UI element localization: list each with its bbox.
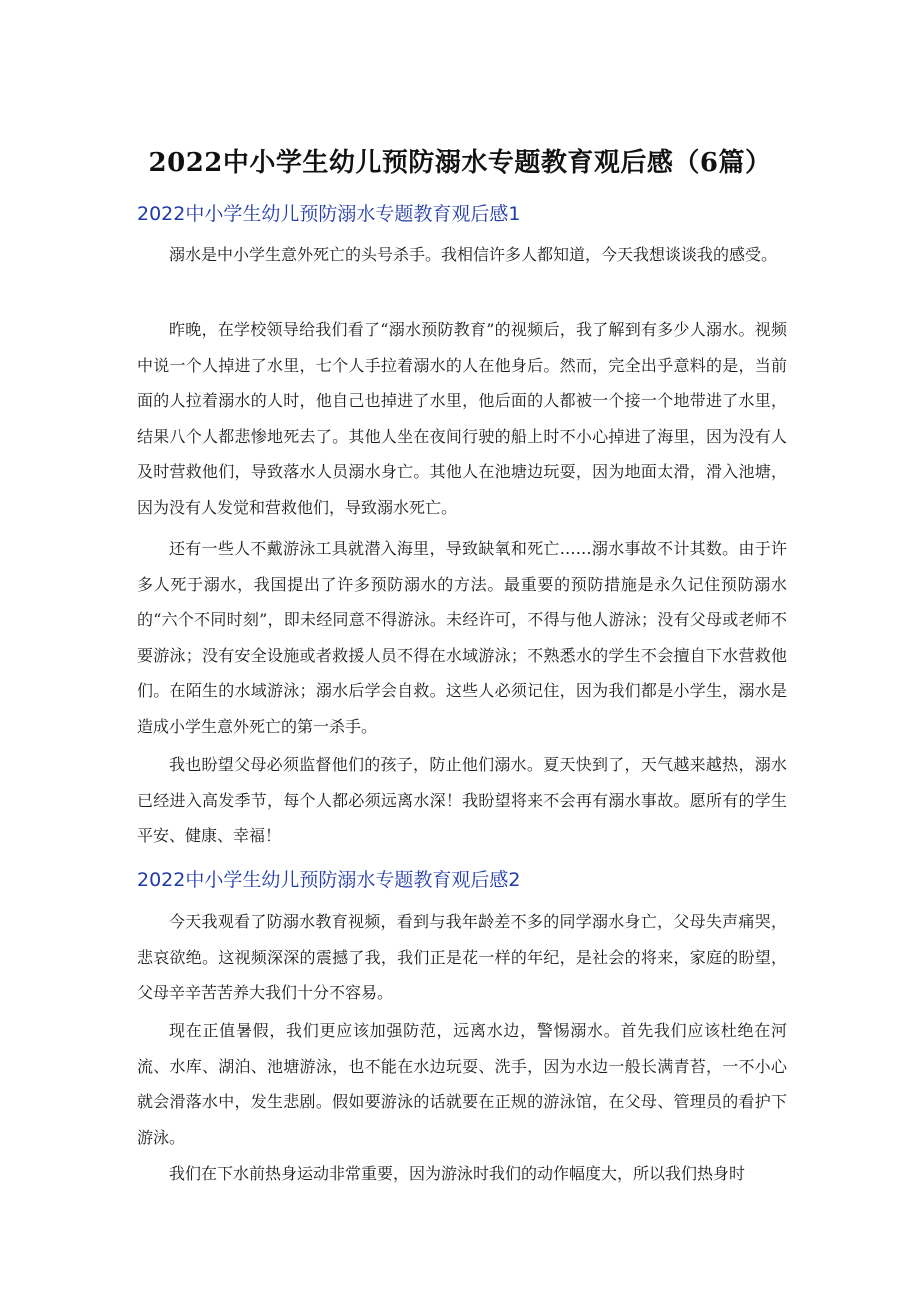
paragraph: 我们在下水前热身运动非常重要，因为游泳时我们的动作幅度大，所以我们热身时 [169,1164,746,1183]
paragraph: 溺水是中小学生意外死亡的头号杀手。我相信许多人都知道，今天我想谈谈我的感受。 [169,245,778,264]
paragraph: 还有一些人不戴游泳工具就潜入海里，导致缺氧和死亡……溺水事故不计其数。由于许多人死于溺水，我国提出了许多预防溺水的方法。最重要的预防措施是永久记住预防溺水的“六个不同时刻”，即未经同意不得游泳。未经许可，不得与他人游泳；没有父母或老师不要游泳；没有安全设施或者救援人员不得在水域游泳；不熟悉水的学生不会擅自下水营救他们。在陌生的水域游泳；溺水后学会自救。这些人必须记住，因为我们都是小学生，溺水是造成小学生意外死亡的第一杀手。 [137,539,787,736]
document-title: 2022中小学生幼儿预防溺水专题教育观后感（6篇） [148,148,772,178]
paragraph: 昨晚，在学校领导给我们看了“溺水预防教育”的视频后，我了解到有多少人溺水。视频中说一个人掉进了水里，七个人手拉着溺水的人在他身后。然而，完全出乎意料的是，当前面的人拉着溺水的人时，他自己也掉进了水里，他后面的人都被一个接一个地带进了水里，结果八个人都悲惨地死去了。其他人坐在夜间行驶的船上时不小心掉进了海里，因为没有人及时营救他们，导致落水人员溺水身亡。其他人在池塘边玩耍，因为地面太滑，滑入池塘，因为没有人发觉和营救他们，导致溺水死亡。 [137,320,787,517]
paragraph: 我也盼望父母必须监督他们的孩子，防止他们溺水。夏天快到了，天气越来越热，溺水已经进入高发季节，每个人都必须远离水深！我盼望将来不会再有溺水事故。愿所有的学生平安、健康、幸福！ [137,755,787,845]
section-heading-2: 2022中小学生幼儿预防溺水专题教育观后感2 [137,869,521,891]
section-heading-1: 2022中小学生幼儿预防溺水专题教育观后感1 [137,203,521,225]
paragraph: 今天我观看了防溺水教育视频，看到与我年龄差不多的同学溺水身亡，父母失声痛哭，悲哀欲绝。这视频深深的震撼了我，我们正是花一样的年纪，是社会的将来，家庭的盼望，父母辛辛苦苦养大我们十分不容易。 [137,912,787,1002]
paragraph: 现在正值暑假，我们更应该加强防范，远离水边，警惕溺水。首先我们应该杜绝在河流、水库、湖泊、池塘游泳，也不能在水边玩耍、洗手，因为水边一般长满青苔，一不小心就会滑落水中，发生悲剧。假如要游泳的话就要在正规的游泳馆，在父母、管理员的看护下游泳。 [137,1021,787,1147]
